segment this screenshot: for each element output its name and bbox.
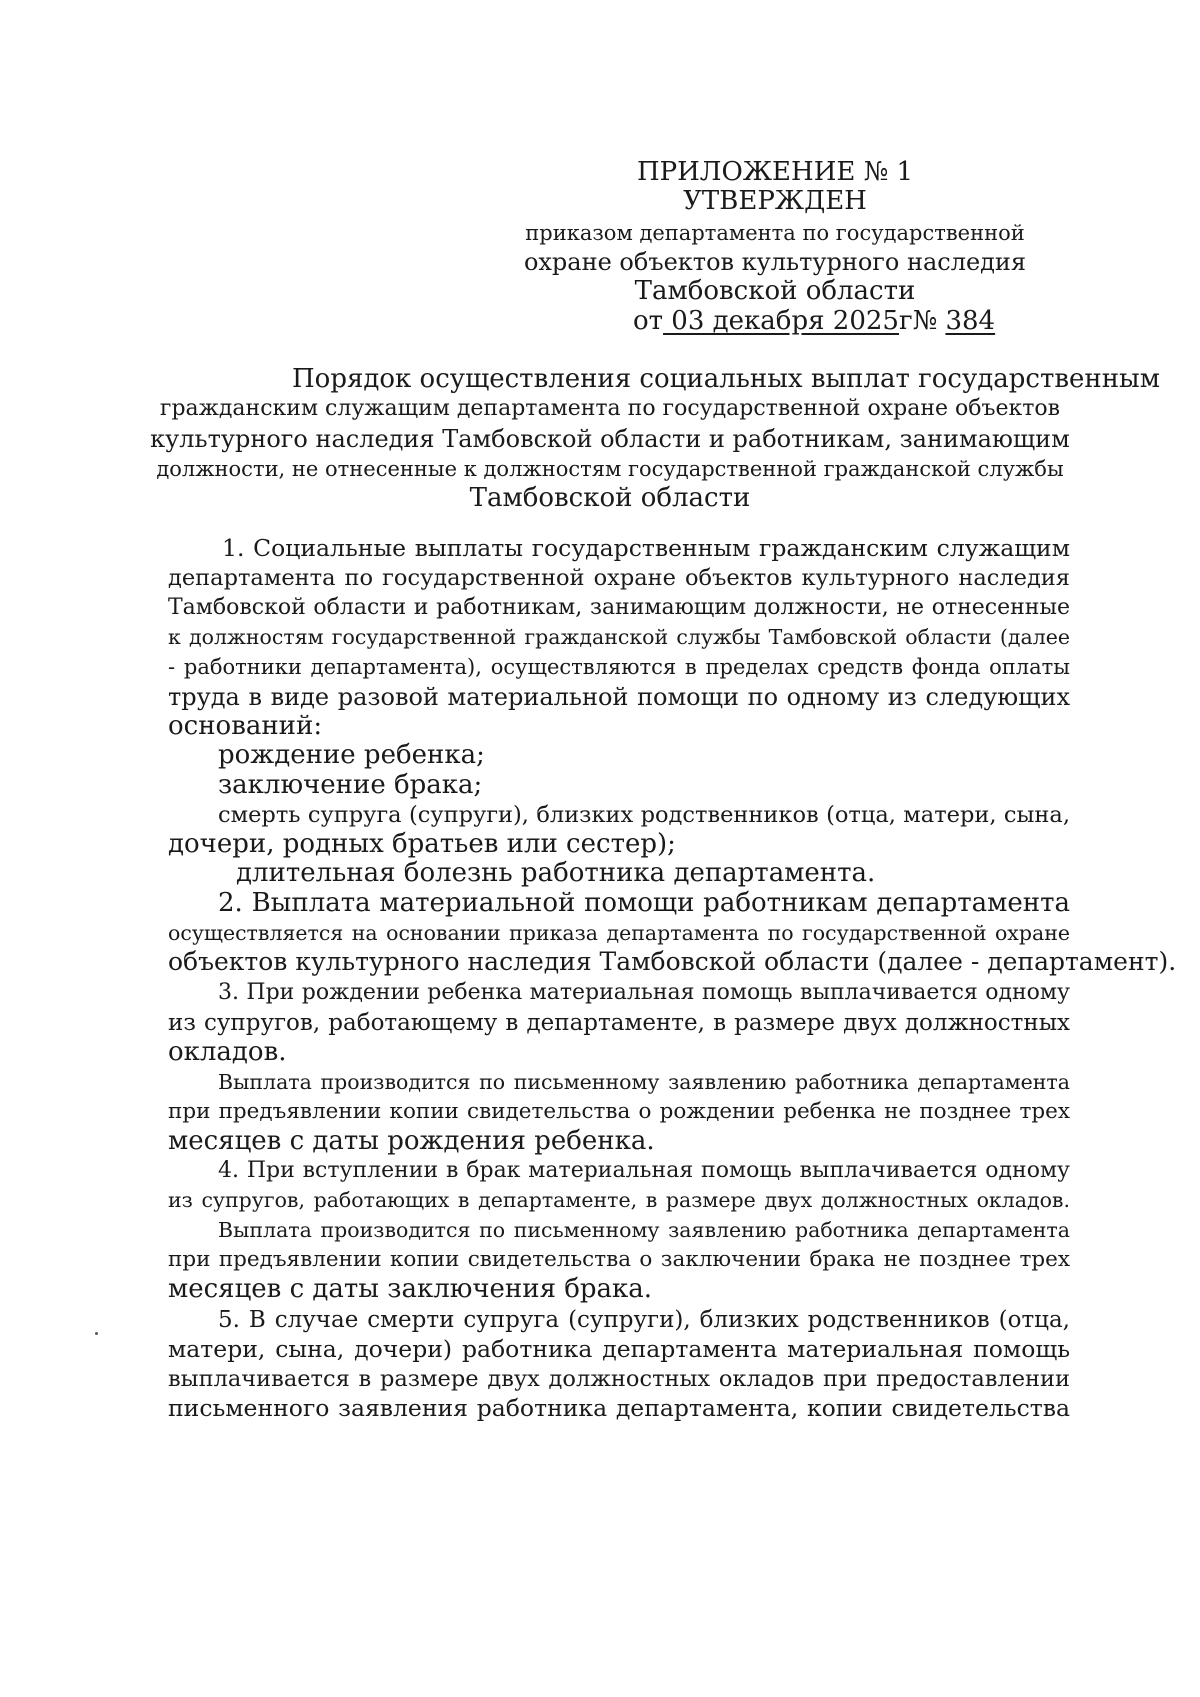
order-line-3: Тамбовской области xyxy=(634,276,916,306)
body-line: объектов культурного наследия Тамбовской области (далее - департамент). xyxy=(168,947,1177,976)
body-line: матери, сына, дочери) работника департамента материальная помощь xyxy=(168,1335,1070,1363)
order-line-2: охране объектов культурного наследия xyxy=(523,248,1027,276)
body-line: 4. При вступлении в брак материальная помощь выплачивается одному xyxy=(218,1158,1070,1183)
list-item-death: смерть супруга (супруги), близких родственников (отца, матери, сына, xyxy=(218,802,1070,828)
order-date: 03 декабря 2025 xyxy=(663,306,899,336)
body-line: Тамбовской области и работникам, занимающим должности, не отнесенные xyxy=(168,595,1070,620)
order-number: 384 xyxy=(945,306,996,336)
title-line-2: гражданским служащим департамента по государственной охране объектов xyxy=(159,396,1061,421)
body-line: при предъявлении копии свидетельства о заключении брака не позднее трех xyxy=(168,1247,1070,1272)
title-line-1: Порядок осуществления социальных выплат государственным xyxy=(292,364,1160,394)
body-line: к должностям государственной гражданской службы Тамбовской области (далее xyxy=(168,625,1070,649)
body-line: оснований: xyxy=(168,711,323,741)
body-line: месяцев с даты рождения ребенка. xyxy=(168,1126,655,1156)
number-prefix: № xyxy=(912,306,946,336)
scan-speck xyxy=(95,1332,98,1335)
list-item-illness: длительная болезнь работника департамента. xyxy=(236,858,876,888)
order-line-1: приказом департамента по государственной xyxy=(525,221,1025,245)
list-item-birth: рождение ребенка; xyxy=(218,740,485,770)
body-line: 2. Выплата материальной помощи работникам департамента xyxy=(218,888,1070,918)
date-suffix: г xyxy=(898,306,913,336)
body-line: осуществляется на основании приказа департамента по государственной охране xyxy=(168,921,1070,945)
body-line: Выплата производится по письменному заявлению работника департамента xyxy=(218,1070,1070,1094)
body-line: месяцев с даты заключения брака. xyxy=(168,1274,653,1304)
annex-number: ПРИЛОЖЕНИЕ № 1 xyxy=(636,157,914,187)
body-line: письменного заявления работника департамента, копии свидетельства xyxy=(168,1394,1070,1422)
title-line-4: должности, не отнесенные к должностям государственной гражданской службы xyxy=(156,457,1064,481)
body-line: из супругов, работающему в департаменте, в размере двух должностных xyxy=(168,1010,1070,1036)
body-line: при предъявлении копии свидетельства о рождении ребенка не позднее трех xyxy=(168,1099,1070,1124)
body-line: - работники департамента), осуществляются в пределах средств фонда оплаты xyxy=(168,655,1070,679)
list-item-marriage: заключение брака; xyxy=(218,770,483,800)
title-line-3: культурного наследия Тамбовской области и работникам, занимающим xyxy=(150,425,1070,453)
body-line: дочери, родных братьев или сестер); xyxy=(168,829,676,859)
order-date-line xyxy=(633,306,995,336)
body-line: из супругов, работающих в департаменте, в размере двух должностных окладов. xyxy=(168,1188,1070,1212)
body-line: труда в виде разовой материальной помощи по одному из следующих xyxy=(168,683,1070,711)
body-line: департамента по государственной охране объектов культурного наследия xyxy=(168,565,1070,591)
body-line: 1. Социальные выплаты государственным гражданским служащим xyxy=(222,534,1070,562)
date-prefix: от xyxy=(633,306,664,336)
body-line: выплачивается в размере двух должностных окладов при предоставлении xyxy=(168,1366,1070,1392)
body-line: 3. При рождении ребенка материальная помощь выплачивается одному xyxy=(218,980,1070,1005)
body-line: Выплата производится по письменному заявлению работника департамента xyxy=(218,1218,1070,1242)
title-line-5: Тамбовской области xyxy=(469,483,751,513)
body-line: 5. В случае смерти супруга (супруги), близких родственников (отца, xyxy=(218,1307,1070,1333)
body-line: окладов. xyxy=(168,1037,287,1067)
approved-stamp-text: УТВЕРЖДЕН xyxy=(683,186,867,216)
